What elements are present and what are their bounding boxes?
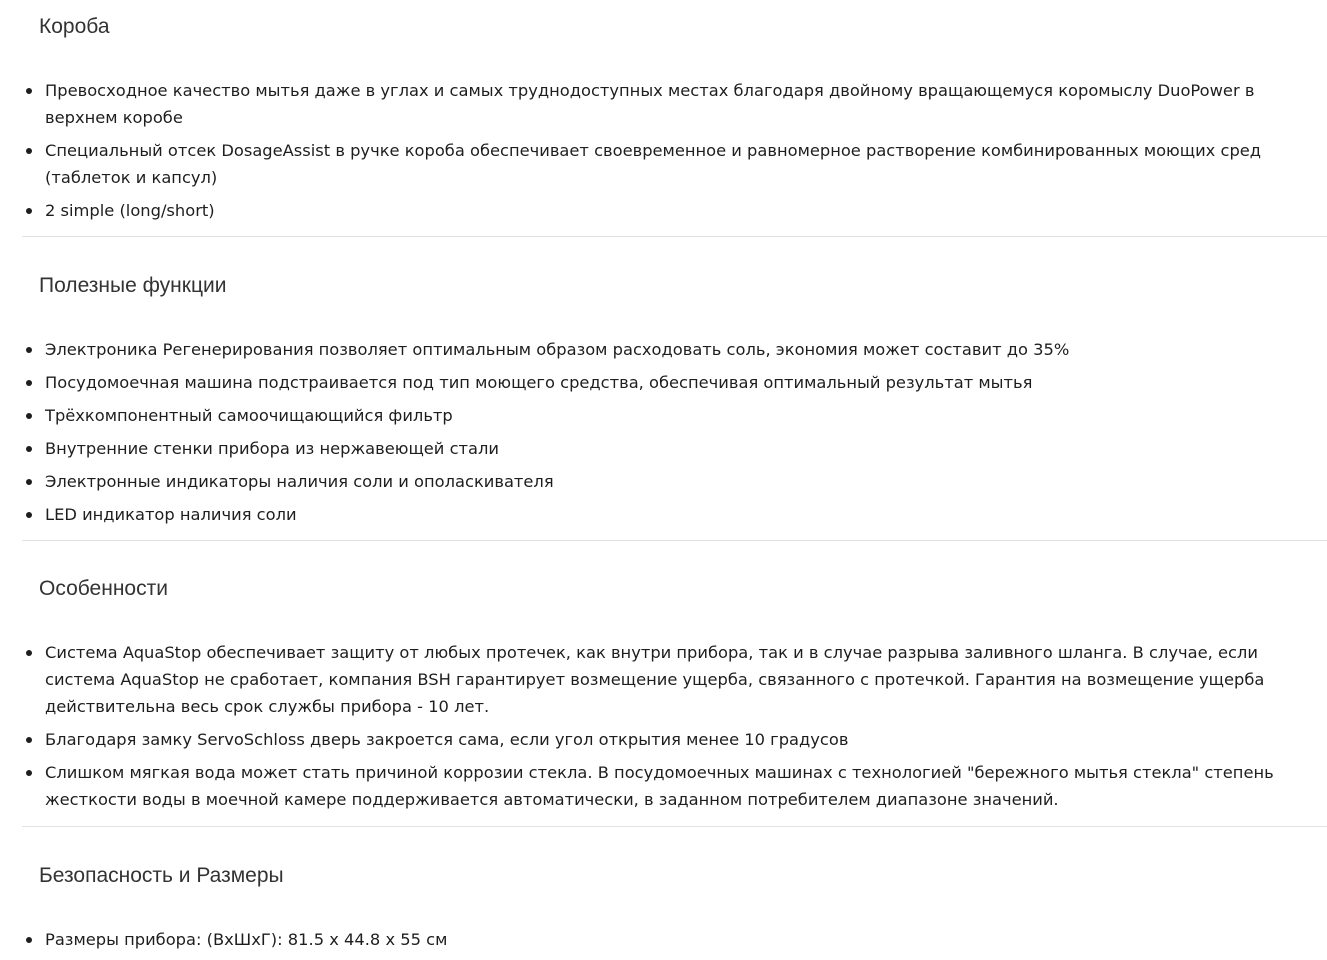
section-title: Безопасность и Размеры [39,864,284,887]
list-item [22,77,1327,131]
list-item [22,726,1319,753]
list-item-text: Трёхкомпонентный самоочищающийся фильтр [45,406,453,425]
list-item-text: Электроника Регенерирования позволяет оптимальным образом расходовать соль, экономия может составит до 35% [45,340,1070,359]
list-item-text-continued: (таблеток и капсул) [45,168,218,187]
list-item-text: Слишком мягкая вода может стать причиной коррозии стекла. В посудомоечных машинах с технологией "бережного мытья стекла" степень жесткости воды в моечной камере поддерживается автоматически, в заданном потребителем диапазоне значений. [45,763,1274,809]
list-item-text: Специальный отсек DosageAssist в ручке короба обеспечивает своевременное и равномерное растворение комбинированных моющих сред [45,141,1262,160]
list-item [22,759,1319,813]
list-item-text: Посудомоечная машина подстраивается под тип моющего средства, обеспечивая оптимальный результат мытья [45,373,1033,392]
section-useful-functions [22,237,1327,540]
feature-list [22,926,1327,959]
list-item-text: Превосходное качество мытья даже в углах и самых труднодоступных местах благодаря двойному вращающемуся коромыслу DuoPower в верхнем коробе [45,81,1255,127]
list-item [22,468,1327,495]
list-item [22,501,1327,528]
list-item [22,197,1327,224]
feature-list [22,77,1327,230]
list-item-text: Благодаря замку ServoSchloss дверь закроется сама, если угол открытия менее 10 градусов [45,730,849,749]
list-item [22,369,1327,396]
section-title: Короба [39,15,110,38]
list-item-text: Размеры прибора: (ВхШхГ): 81.5 x 44.8 x 55 см [45,930,448,949]
list-item [22,435,1327,462]
feature-list [22,336,1327,534]
list-item [22,336,1327,363]
list-item [22,402,1327,429]
section-title: Особенности [39,577,168,600]
list-item-text: Система AquaStop обеспечивает защиту от любых протечек, как внутри прибора, так и в случае разрыва заливного шланга. В случае, если система AquaStop не сработает, компания BSH гарантирует возмещение ущерба, связанного с протечкой. Гарантия на возмещение ущерба действительна весь срок службы прибора - 10 лет. [45,643,1265,716]
section-baskets [22,0,1327,236]
list-item [22,137,1327,191]
list-item [22,926,1327,953]
section-features [22,541,1327,826]
list-item-text: LED индикатор наличия соли [45,505,297,524]
list-item-text: Внутренние стенки прибора из нержавеющей стали [45,439,499,458]
feature-list [22,639,1327,819]
section-title: Полезные функции [39,274,227,297]
list-item-text: Электронные индикаторы наличия соли и ополаскивателя [45,472,554,491]
section-safety-dimensions [22,827,1327,960]
list-item-text: 2 simple (long/short) [45,201,215,220]
list-item [22,639,1319,720]
